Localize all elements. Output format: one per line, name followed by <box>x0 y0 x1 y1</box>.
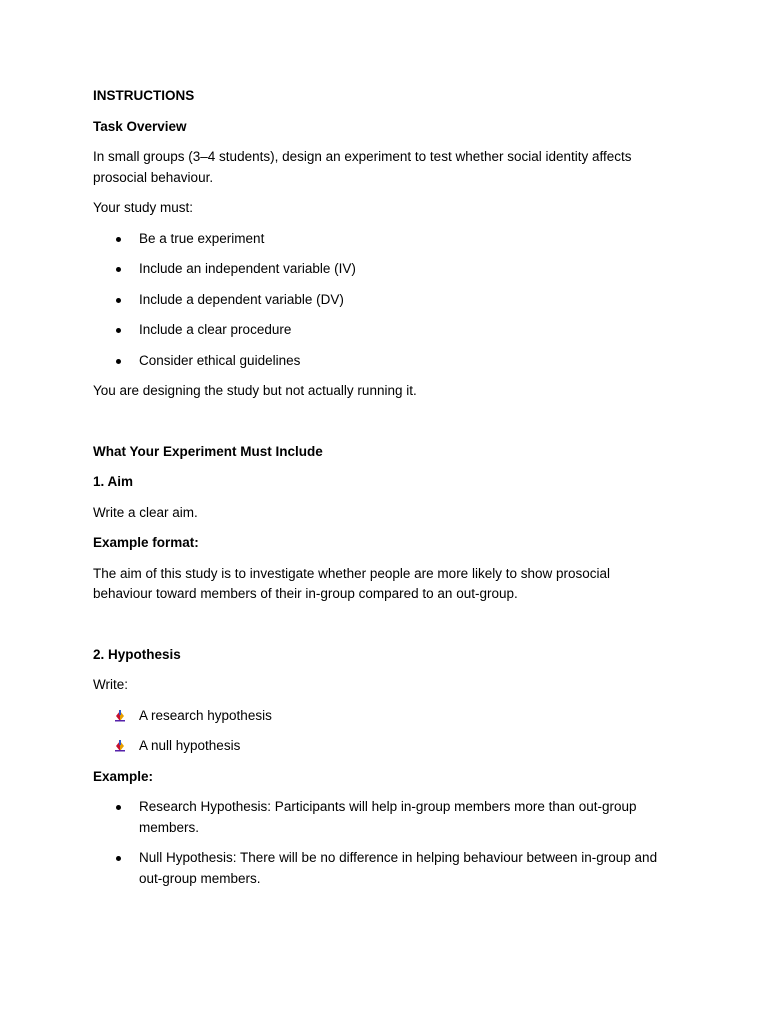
list-item <box>93 351 673 372</box>
must-include-heading: What Your Experiment Must Include <box>93 443 323 459</box>
bullet-icon <box>116 805 121 810</box>
bullet-icon <box>116 856 121 861</box>
list-item <box>93 848 673 889</box>
list-item-text: Include a dependent variable (DV) <box>139 291 344 307</box>
hypothesis-examples-list <box>93 797 673 889</box>
list-item-text: A null hypothesis <box>139 738 241 753</box>
aim-example-text: The aim of this study is to investigate whether people are more likely to show prosocial behaviour toward members of their in-group compared to an out-group. <box>93 565 611 601</box>
bullet-icon <box>116 359 121 364</box>
bullet-icon <box>116 267 121 272</box>
aim-example-label: Example format: <box>93 535 199 550</box>
list-item <box>93 259 673 280</box>
list-item-text: Research Hypothesis: Participants will help in-group members more than out-group members. <box>139 799 637 835</box>
list-item-text: Include a clear procedure <box>139 322 292 337</box>
list-item <box>93 736 673 757</box>
bullet-icon <box>116 237 121 242</box>
aim-instruction: Write a clear aim. <box>93 504 198 520</box>
bullet-icon <box>116 328 121 333</box>
requirements-lead: Your study must: <box>93 200 194 215</box>
list-item-text: Be a true experiment <box>139 230 265 246</box>
list-item <box>93 706 673 727</box>
hypothesis-list <box>93 706 673 757</box>
requirements-list <box>93 229 673 372</box>
list-item <box>93 290 673 311</box>
hypothesis-example-label: Example: <box>93 768 154 784</box>
task-overview-intro: In small groups (3–4 students), design an experiment to test whether social identity affects prosocial behaviour. <box>93 149 632 185</box>
list-item-text: A research hypothesis <box>139 707 272 723</box>
task-overview-note: You are designing the study but not actually running it. <box>93 383 417 398</box>
list-item-text: Null Hypothesis: There will be no difference in helping behaviour between in-group and out-group members. <box>139 850 658 886</box>
bullet-icon <box>116 298 121 303</box>
list-item <box>93 797 673 838</box>
list-item-text: Include an independent variable (IV) <box>139 261 356 276</box>
hypothesis-heading: 2. Hypothesis <box>93 646 181 662</box>
aim-heading: 1. Aim <box>93 474 134 489</box>
arrow-bullet-icon <box>114 710 126 722</box>
arrow-bullet-icon <box>114 740 126 752</box>
task-overview-heading: Task Overview <box>93 118 187 134</box>
list-item-text: Consider ethical guidelines <box>139 352 301 368</box>
hypothesis-instruction: Write: <box>93 677 129 692</box>
list-item <box>93 229 673 250</box>
instructions-title: INSTRUCTIONS <box>93 88 195 103</box>
document-page <box>93 86 673 899</box>
list-item <box>93 320 673 341</box>
